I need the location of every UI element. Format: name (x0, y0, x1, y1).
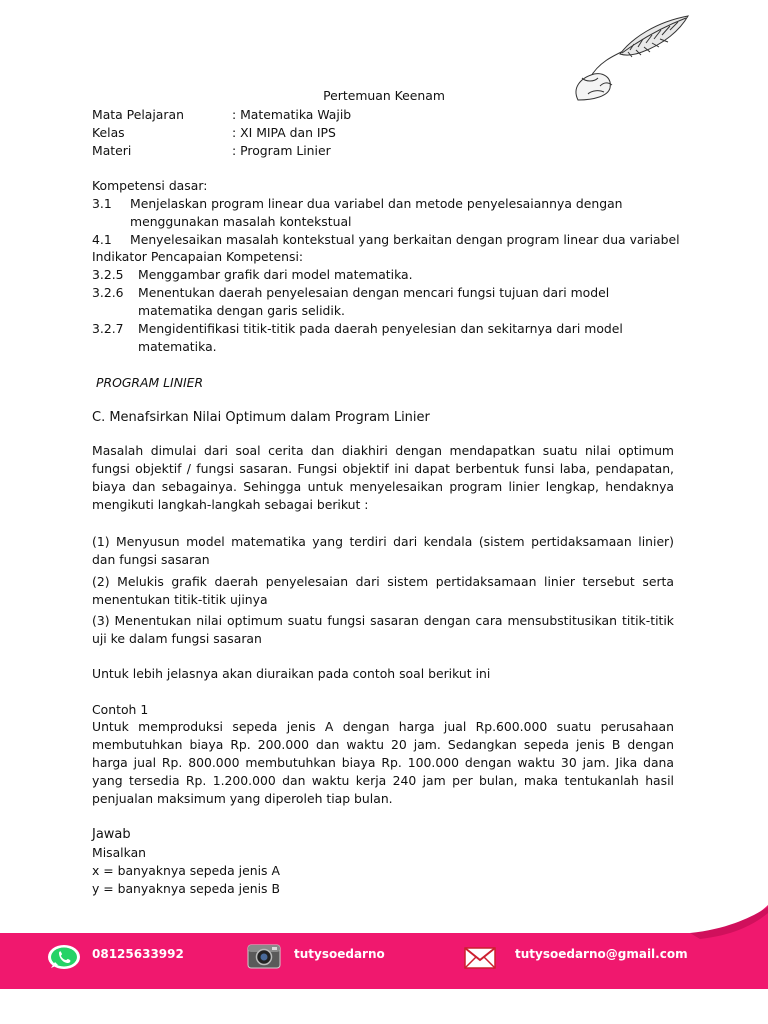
example-title: Contoh 1 (92, 702, 149, 717)
answer-line: y = banyaknya sepeda jenis B (92, 881, 280, 896)
envelope-icon (464, 947, 496, 969)
step-item (92, 612, 674, 648)
meta-value-subject: : Matematika Wajib (232, 107, 352, 122)
camera-icon (247, 942, 281, 970)
indicator-text-continued: matematika. (138, 339, 217, 354)
competency-number: 3.1 (92, 196, 112, 211)
step-text: (2) Melukis grafik daerah penyelesaian dari sistem pertidaksamaan linier tersebut serta menentukan titik-titik ujinya (92, 574, 674, 607)
competency-heading: Kompetensi dasar: (92, 178, 208, 193)
indicator-number: 3.2.7 (92, 321, 124, 336)
competency-text-continued: menggunakan masalah kontekstual (130, 214, 352, 229)
indicator-number: 3.2.5 (92, 267, 124, 282)
example-problem (92, 718, 674, 808)
indicator-text: Menentukan daerah penyelesaian dengan mencari fungsi tujuan dari model (138, 285, 610, 300)
meta-label-class: Kelas (92, 125, 125, 140)
competency-text: Menyelesaikan masalah kontekstual yang berkaitan dengan program linear dua variabel (130, 232, 680, 247)
indicator-number: 3.2.6 (92, 285, 124, 300)
footer-phone: 08125633992 (92, 947, 184, 961)
step-item (92, 573, 674, 609)
section-program-title: PROGRAM LINIER (96, 375, 204, 390)
step-text: (1) Menyusun model matematika yang terdiri dari kendala (sistem pertidaksamaan linier) dan fungsi sasaran (92, 534, 674, 567)
step-item (92, 533, 674, 569)
page-title: Pertemuan Keenam (323, 88, 445, 103)
competency-number: 4.1 (92, 232, 112, 247)
intro-paragraph-text: Masalah dimulai dari soal cerita dan diakhiri dengan mendapatkan suatu nilai optimum fungsi objektif / fungsi sasaran. Fungsi objektif ini dapat berbentuk funsi laba, pendapatan, biaya dan sebagainya. Sehingga untuk menyelesaikan program linier lengkap, hendaknya mengikuti langkah-langkah sebagai berikut : (92, 443, 674, 512)
whatsapp-icon (46, 943, 82, 971)
footer-instagram: tutysoedarno (294, 947, 385, 961)
section-subtitle: C. Menafsirkan Nilai Optimum dalam Program Linier (92, 410, 430, 425)
meta-label-subject: Mata Pelajaran (92, 107, 184, 122)
competency-text: Menjelaskan program linear dua variabel dan metode penyelesaiannya dengan (130, 196, 623, 211)
indicator-text: Menggambar grafik dari model matematika. (138, 267, 413, 282)
step-text: (3) Menentukan nilai optimum suatu fungsi sasaran dengan cara mensubstitusikan titik-titik uji ke dalam fungsi sasaran (92, 613, 674, 646)
example-problem-text: Untuk memproduksi sepeda jenis A dengan harga jual Rp.600.000 suatu perusahaan membutuhkan biaya Rp. 200.000 dan waktu 20 jam. Sedangkan sepeda jenis B dengan harga jual Rp. 800.000 membutuhkan biaya Rp. 100.000 dengan waktu 30 jam. Jika dana yang tersedia Rp. 1.200.000 dan waktu kerja 240 jam per bulan, maka tentukanlah hasil penjualan maksimum yang diperoleh tiap bulan. (92, 719, 674, 806)
indicator-text-continued: matematika dengan garis selidik. (138, 303, 345, 318)
meta-label-material: Materi (92, 143, 132, 158)
meta-value-class: : XI MIPA dan IPS (232, 125, 336, 140)
answer-line: x = banyaknya sepeda jenis A (92, 863, 280, 878)
answer-title: Jawab (92, 827, 131, 842)
answer-line: Misalkan (92, 845, 147, 860)
footer-email: tutysoedarno@gmail.com (515, 947, 688, 961)
lead-in-text: Untuk lebih jelasnya akan diuraikan pada contoh soal berikut ini (92, 666, 491, 681)
indicator-text: Mengidentifikasi titik-titik pada daerah penyelesian dan sekitarnya dari model (138, 321, 623, 336)
intro-paragraph (92, 442, 674, 514)
meta-value-material: : Program Linier (232, 143, 331, 158)
indicator-heading: Indikator Pencapaian Kompetensi: (92, 249, 304, 264)
